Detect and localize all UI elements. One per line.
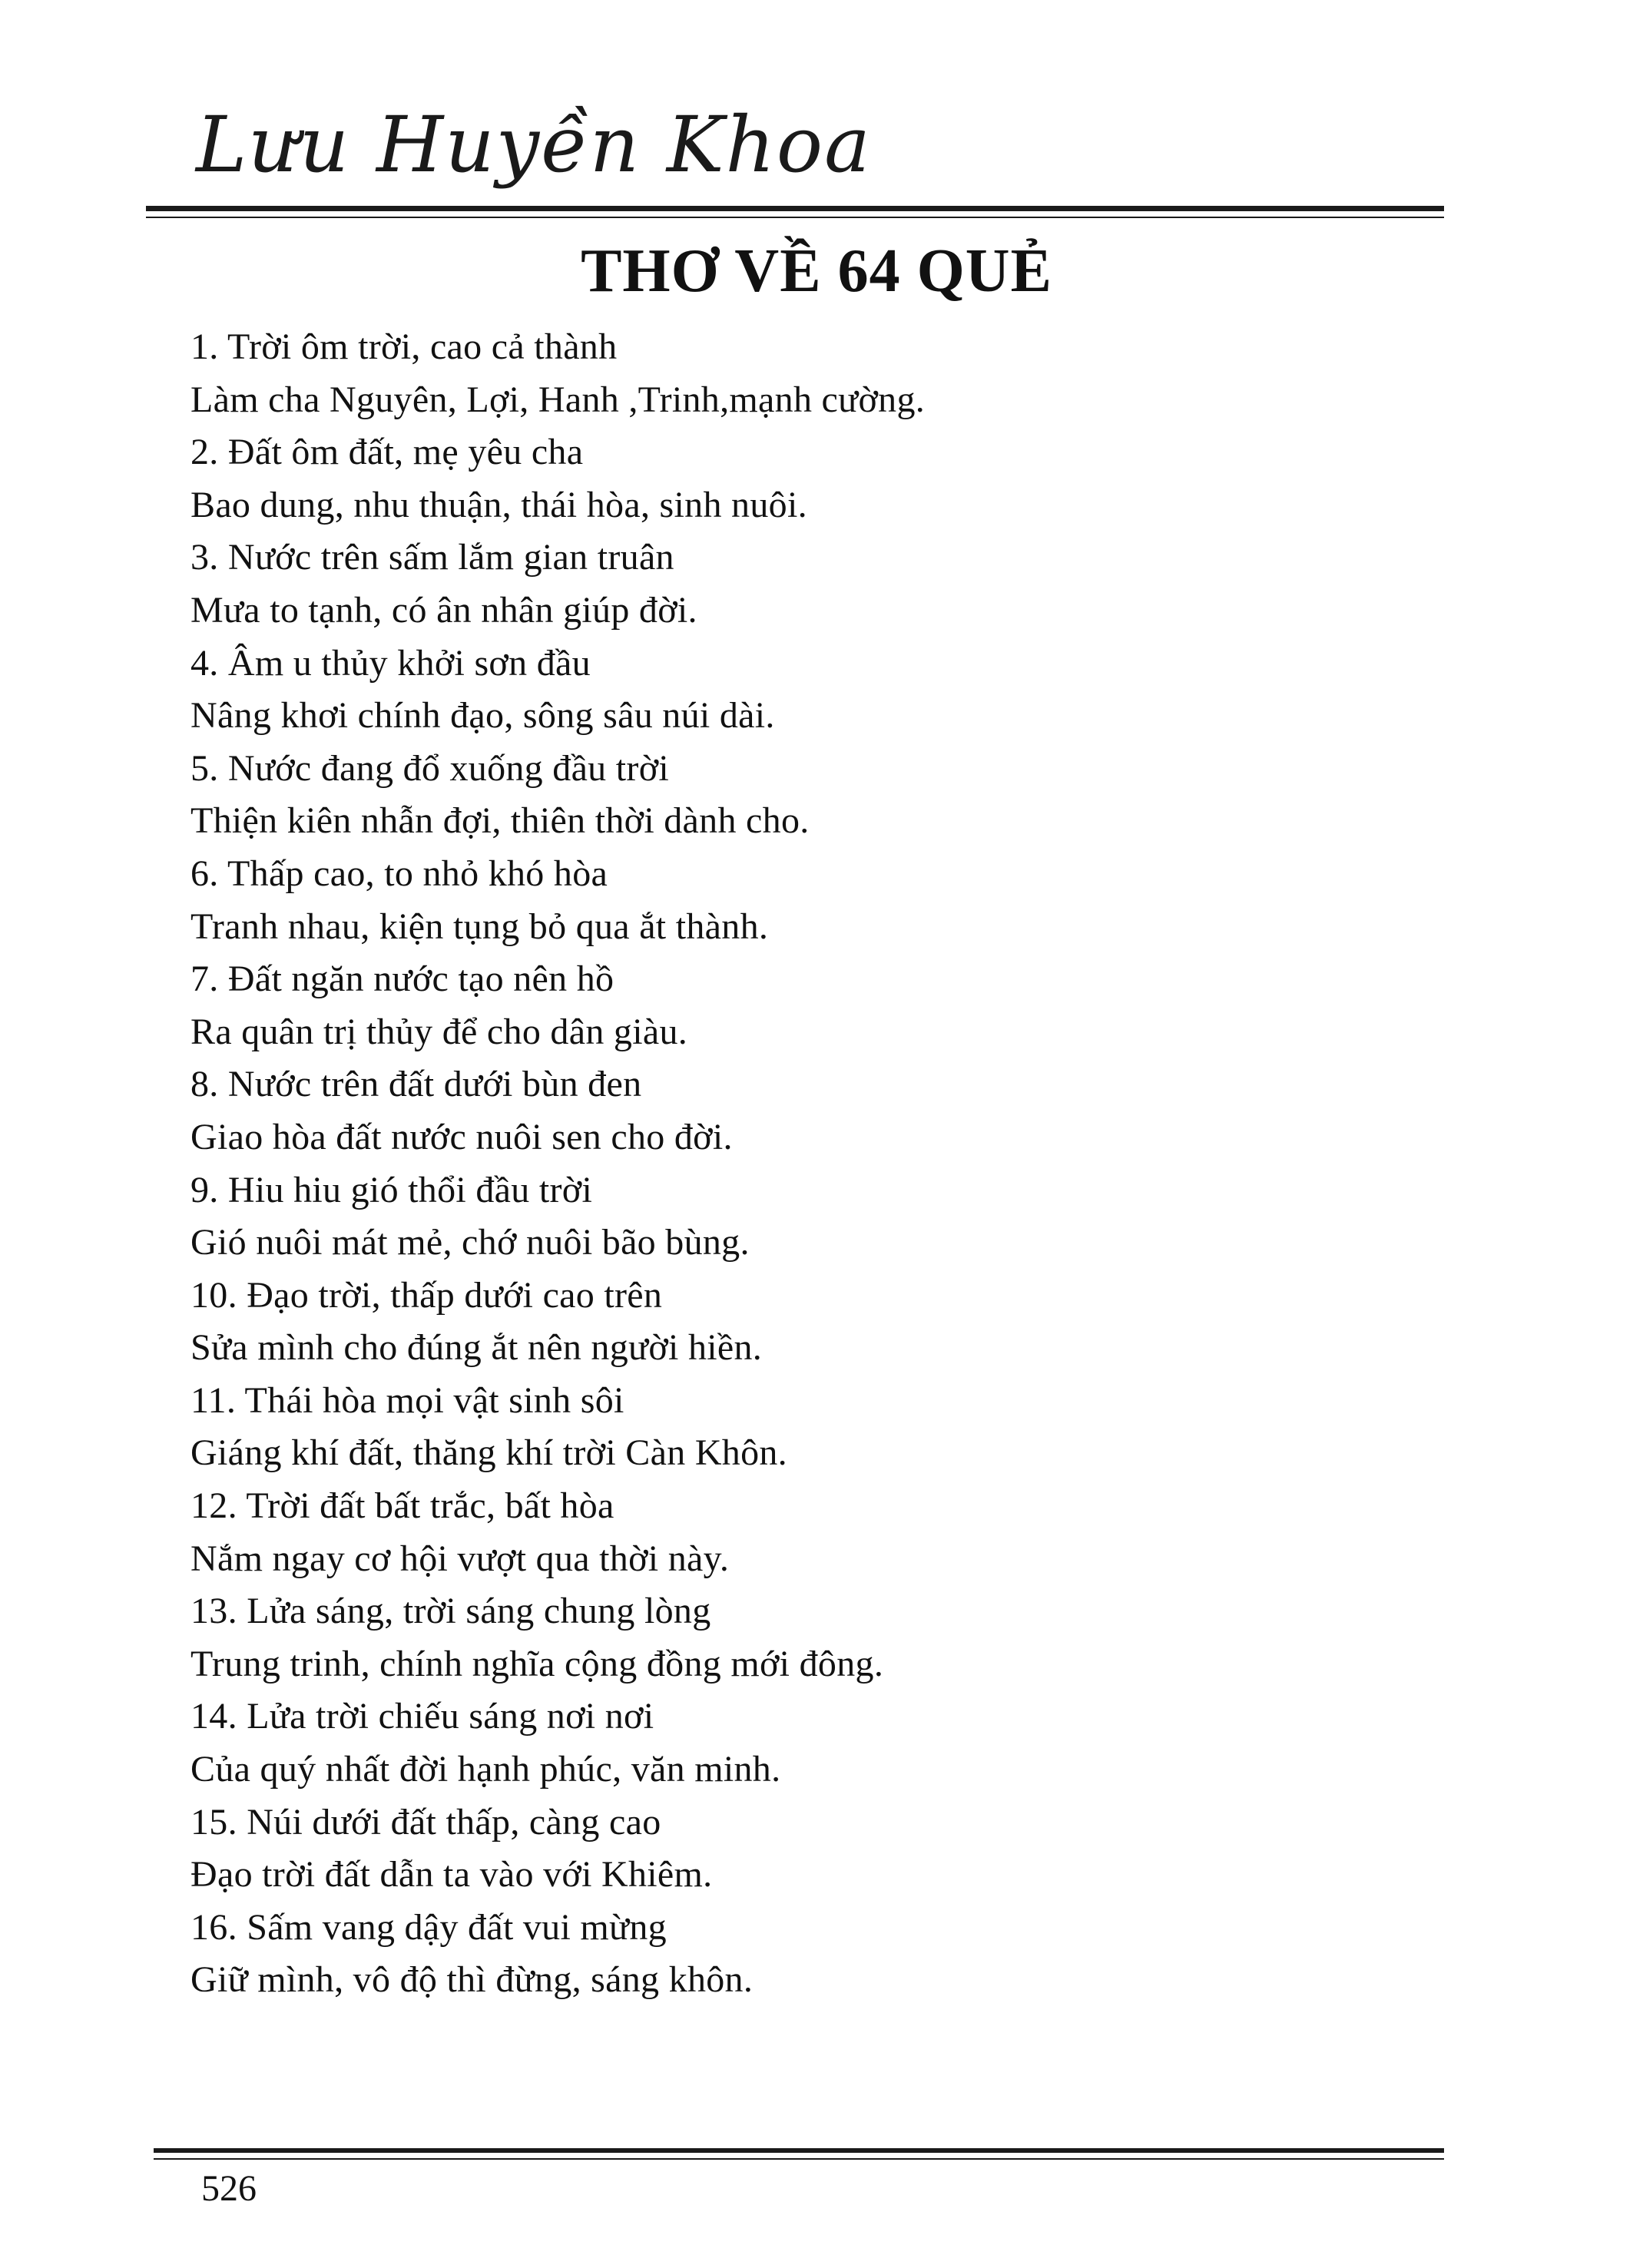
poem-line: 2. Đất ôm đất, mẹ yêu cha (190, 432, 584, 473)
poem-line: Làm cha Nguyên, Lợi, Hanh ,Trinh,mạnh cường. (190, 379, 926, 420)
poem-line: 13. Lửa sáng, trời sáng chung lòng (190, 1591, 711, 1632)
footer-rule (154, 2148, 1444, 2153)
poem-line: Đạo trời đất dẫn ta vào với Khiêm. (190, 1854, 713, 1896)
poem-line: 7. Đất ngăn nước tạo nên hồ (190, 959, 614, 1000)
poem-line: Mưa to tạnh, có ân nhân giúp đời. (190, 589, 697, 631)
poem-line: Của quý nhất đời hạnh phúc, văn minh. (190, 1749, 781, 1790)
page-number: 526 (201, 2168, 257, 2209)
poem-line: 15. Núi dưới đất thấp, càng cao (190, 1801, 661, 1843)
poem-line: 11. Thái hòa mọi vật sinh sôi (190, 1379, 624, 1421)
poem-line: Nâng khơi chính đạo, sông sâu núi dài. (190, 695, 775, 737)
poem-line: 14. Lửa trời chiếu sáng nơi nơi (190, 1696, 654, 1737)
poem-line: Giao hòa đất nước nuôi sen cho đời. (190, 1116, 733, 1157)
poem-line: Giữ mình, vô độ thì đừng, sáng khôn. (190, 1959, 754, 2001)
poem-line: Ra quân trị thủy để cho dân giàu. (190, 1011, 688, 1052)
page-title: THƠ VỀ 64 QUẺ (581, 237, 1052, 305)
author-signature: Lưu Huyền Khoa (196, 100, 872, 190)
poem-line: 9. Hiu hiu gió thổi đầu trời (190, 1169, 593, 1210)
header-rule (146, 206, 1444, 211)
poem-line: Nắm ngay cơ hội vượt qua thời này. (190, 1538, 730, 1579)
poem-line: 4. Âm u thủy khởi sơn đầu (190, 642, 591, 684)
footer-rule-thin (154, 2158, 1444, 2160)
poem-line: Sửa mình cho đúng ắt nên người hiền. (190, 1327, 763, 1369)
poem-line: Bao dung, nhu thuận, thái hòa, sinh nuôi. (190, 484, 807, 525)
poem-line: 6. Thấp cao, to nhỏ khó hòa (190, 853, 608, 894)
poem-line: Gió nuôi mát mẻ, chớ nuôi bão bùng. (190, 1222, 750, 1263)
poem-line: Thiện kiên nhẫn đợi, thiên thời dành cho. (190, 800, 810, 842)
poem-body (190, 321, 1496, 2007)
poem-line: 5. Nước đang đổ xuống đầu trời (190, 747, 670, 789)
poem-line: 16. Sấm vang dậy đất vui mừng (190, 1906, 667, 1948)
poem-line: 8. Nước trên đất dưới bùn đen (190, 1064, 642, 1105)
poem-line: Trung trinh, chính nghĩa cộng đồng mới đông. (190, 1643, 884, 1684)
poem-line: 10. Đạo trời, thấp dưới cao trên (190, 1274, 663, 1316)
header-rule-thin (146, 217, 1444, 218)
poem-line: 3. Nước trên sấm lắm gian truân (190, 537, 674, 578)
poem-line: Giáng khí đất, thăng khí trời Càn Khôn. (190, 1432, 787, 1474)
poem-line: Tranh nhau, kiện tụng bỏ qua ắt thành. (190, 906, 769, 947)
poem-line: 1. Trời ôm trời, cao cả thành (190, 326, 618, 367)
poem-line: 12. Trời đất bất trắc, bất hòa (190, 1485, 614, 1527)
